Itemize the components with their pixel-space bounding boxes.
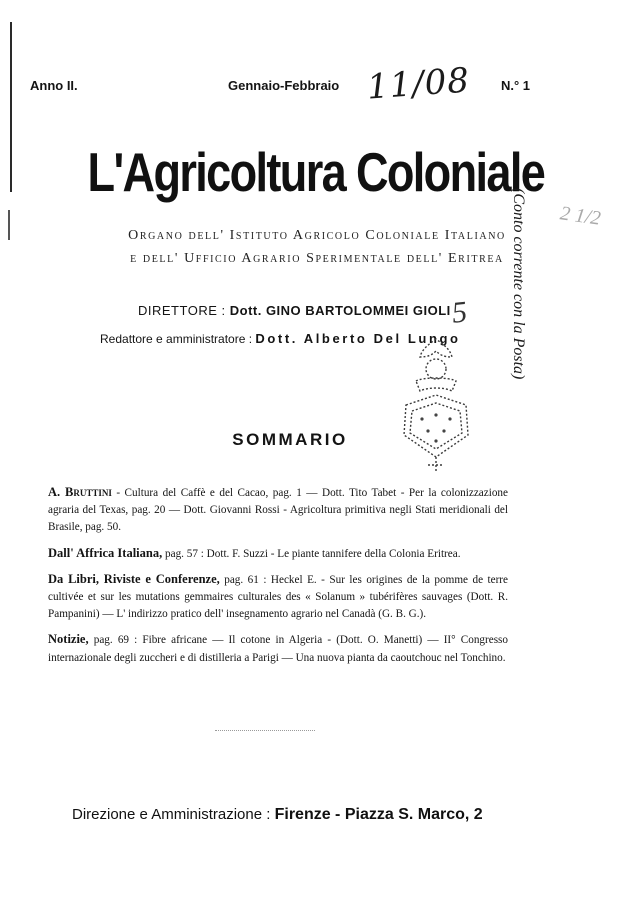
editor-name: Dott. Alberto Del Lungo xyxy=(255,331,461,346)
contents-entry xyxy=(48,631,508,666)
scan-edge-mark xyxy=(10,22,12,192)
footer-address: Firenze - Piazza S. Marco, 2 xyxy=(274,806,483,823)
entry-text: pag. 69 : Fibre africane — Il cotone in Algeria - (Dott. O. Manetti) — II° Congresso internazionale degli zuccheri e di distilleria a Parigi — Una nuova pianta da caoutchouc nel Tonchino. xyxy=(48,634,508,664)
subtitle-line-1: Organo dell' Istituto Agricolo Coloniale Italiano xyxy=(128,228,506,243)
journal-title: L'Agricoltura Coloniale xyxy=(87,141,545,203)
contents-entry xyxy=(48,545,508,563)
volume-year: Anno II. xyxy=(30,78,78,93)
contents-list xyxy=(48,484,508,675)
entry-lead: A. Bruttini xyxy=(48,485,112,499)
publisher-footer xyxy=(72,806,483,824)
entry-text: - Cultura del Caffè e del Cacao, pag. 1 — Dott. Tito Tabet - Per la colonizzazione agraria del Texas, pag. 20 — Dott. Giovanni Rossi - Agricoltura primitiva negli Stati meridionali del Brasile, pag. 50. xyxy=(48,487,508,534)
handwritten-reference: 11/08 xyxy=(365,60,472,108)
contents-entry xyxy=(48,484,508,537)
issue-number: N.° 1 xyxy=(500,78,530,93)
entry-lead: Notizie, xyxy=(48,632,89,647)
contents-heading: SOMMARIO xyxy=(232,430,348,449)
director-line xyxy=(138,303,451,318)
editor-label: Redattore e amministratore : xyxy=(100,332,253,346)
divider xyxy=(215,730,315,733)
margin-scribble: 2 1/2 xyxy=(558,202,602,230)
director-name: Dott. GINO BARTOLOMMEI GIOLI xyxy=(229,303,451,318)
entry-lead: Da Libri, Riviste e Conferenze, xyxy=(48,571,220,586)
entry-lead: Dall' Affrica Italiana, xyxy=(48,545,163,560)
subtitle-line-2: e dell' Ufficio Agrario Sperimentale dell' Eritrea xyxy=(130,251,504,266)
entry-text: pag. 61 : Heckel E. - Sur les origines de la pomme de terre cultivée et sur les mutations gemmaires culturales des « Solanum » tubérifères sauvages (Dott. R. Pampanini) — L' indirizzo pratico dell' insegnamento agrario nel Canadà (G. B. G.). xyxy=(48,573,509,621)
postal-account-note: (Conto corrente con la Posta) xyxy=(510,188,527,380)
entry-text: pag. 57 : Dott. F. Suzzi - Le piante tannifere della Colonia Eritrea. xyxy=(162,547,461,560)
footer-label: Direzione e Amministrazione : xyxy=(72,806,271,823)
director-label: DIRETTORE : xyxy=(138,303,226,318)
issue-months: Gennaio-Febbraio xyxy=(228,78,340,93)
contents-entry xyxy=(48,571,508,624)
library-stamp-icon xyxy=(392,335,480,475)
pen-mark: 5 xyxy=(450,295,469,330)
